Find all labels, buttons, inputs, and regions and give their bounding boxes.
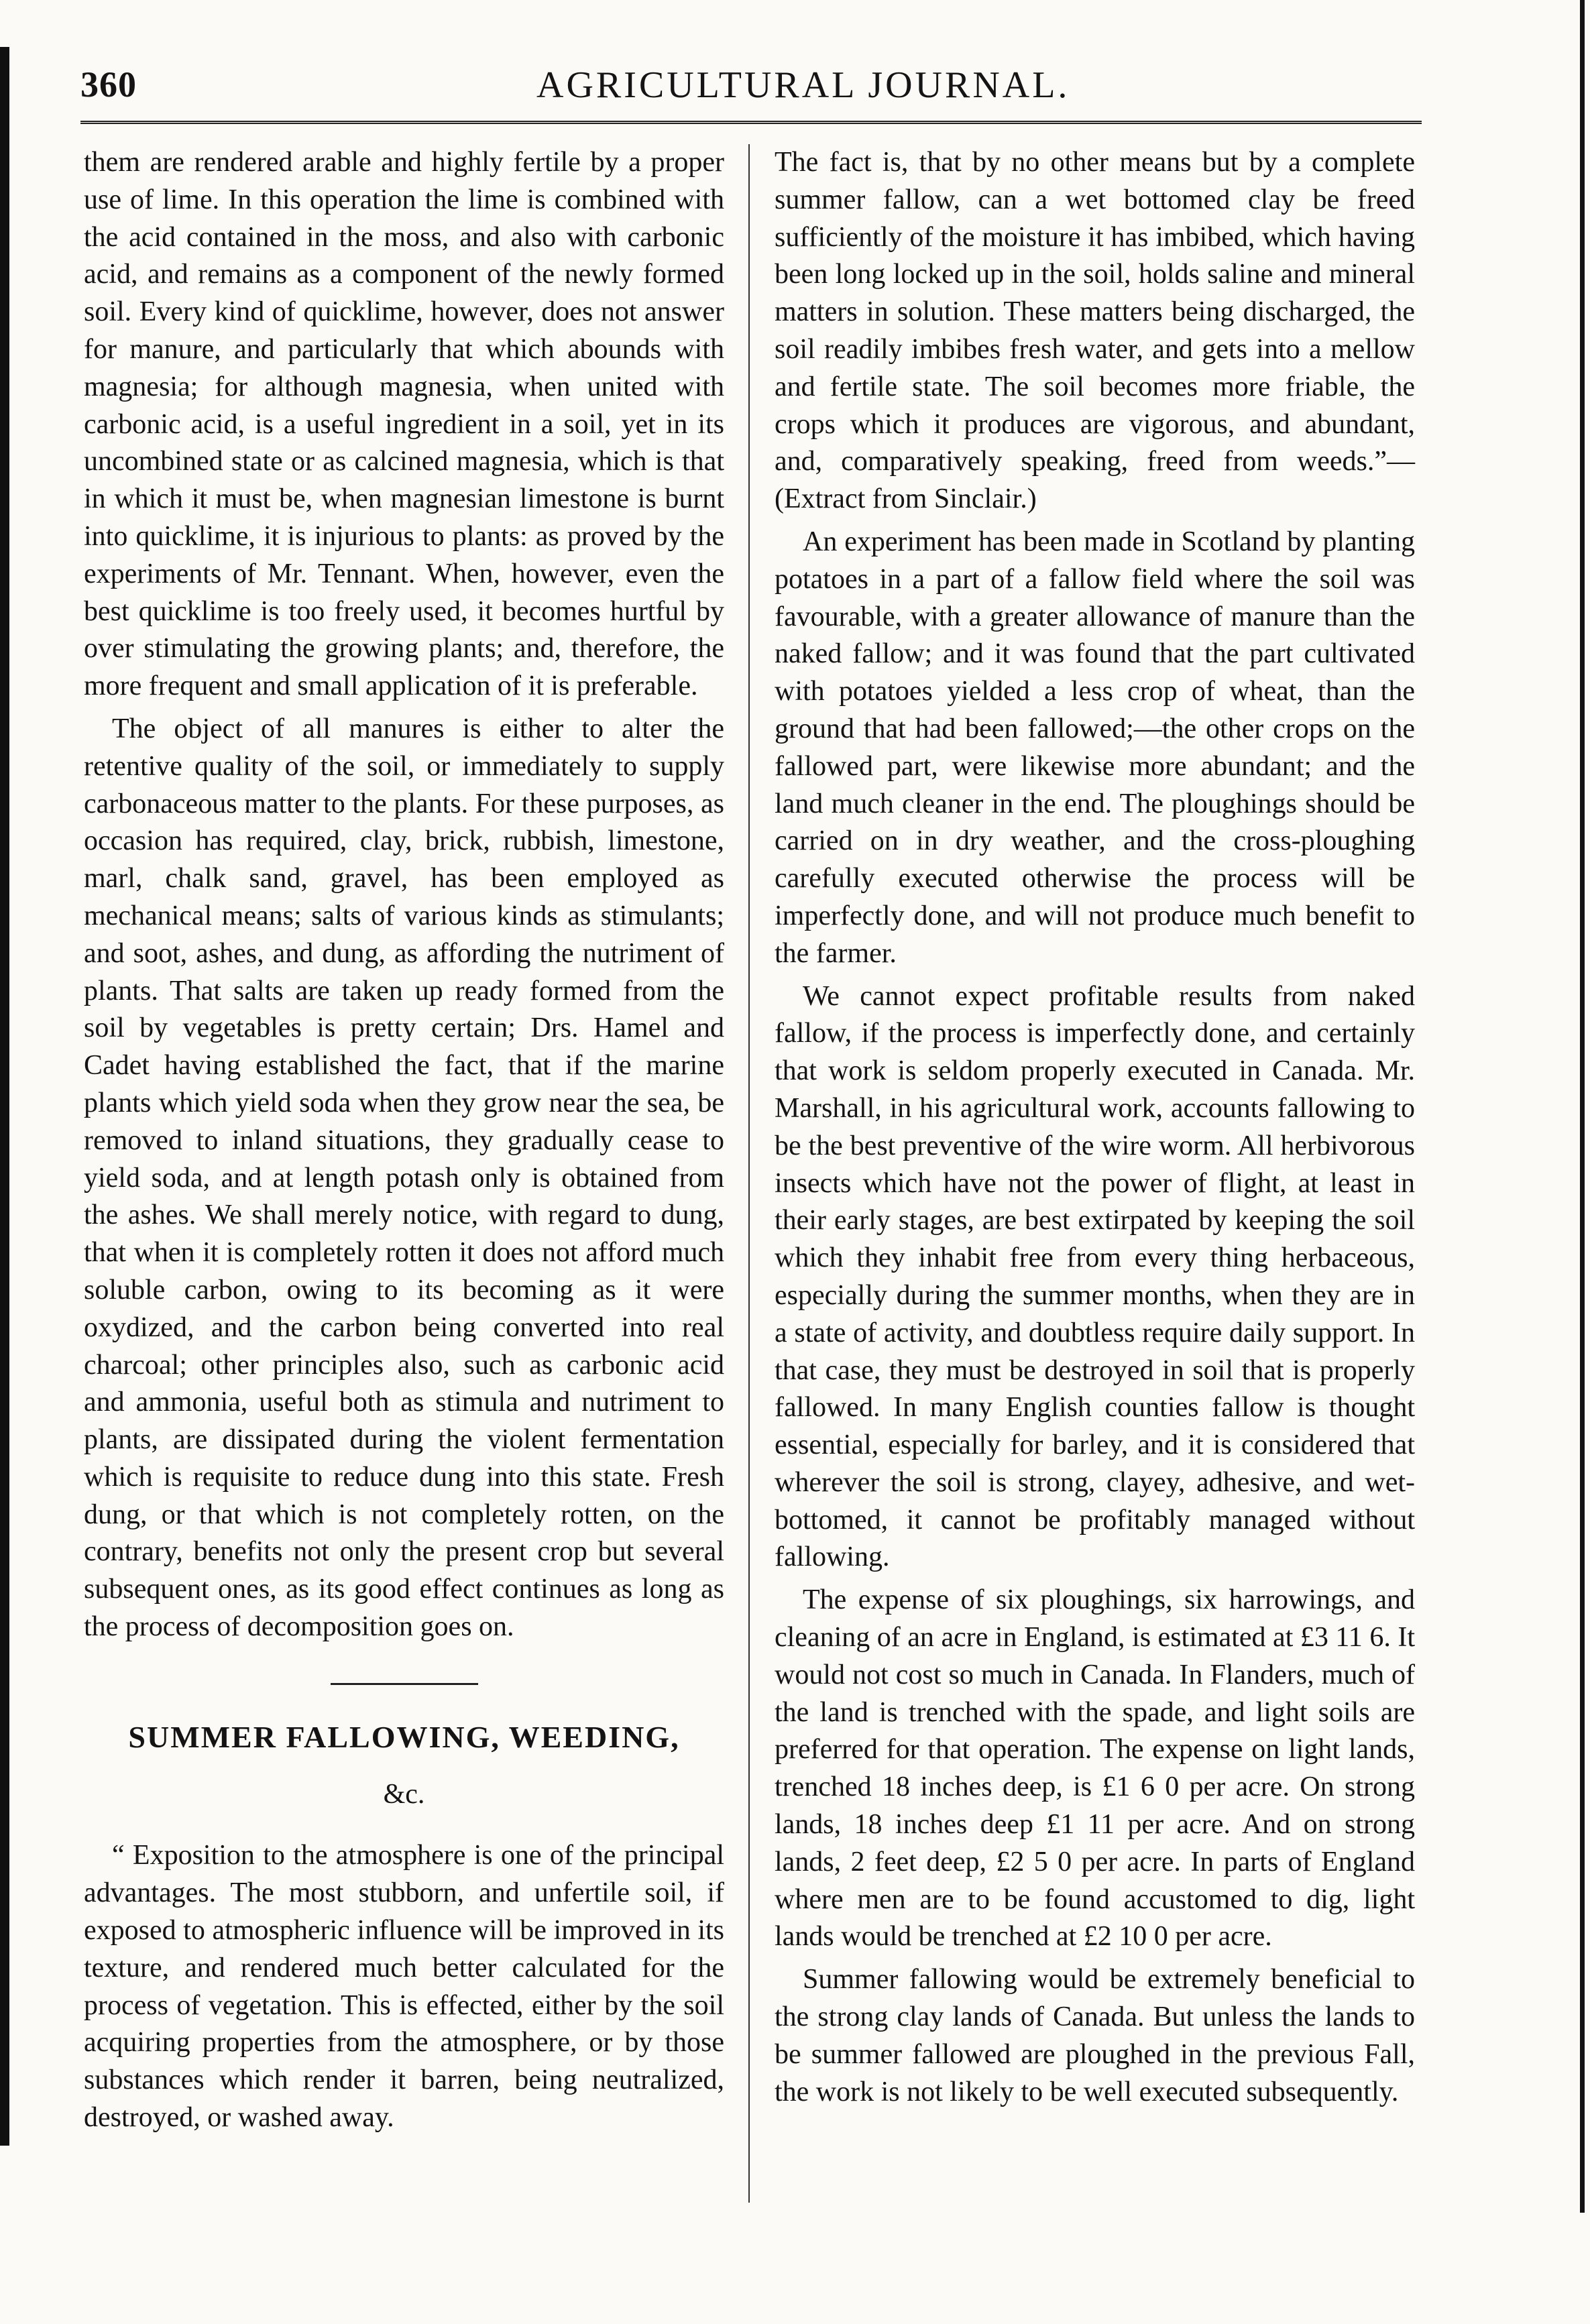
right-column [775,144,1415,2111]
running-title: AGRICULTURAL JOURNAL. [536,64,1070,106]
left-paragraph-2: The object of all manures is either to alter the retentive quality of the soil, or immediately to supply carbonaceous matter to the plants. For these purposes, as occasion has required, clay, brick, rubbish, limestone, marl, chalk sand, gravel, has been employed as mechanical means; salts of various kinds as stimulants; and soot, ashes, and dung, as affording the nutriment of plants. That salts are taken up ready formed from the soil by vegetables is pretty certain; Drs. Hamel and Cadet having established the fact, that if the marine plants which yield soda when they grow near the sea, be removed to inland situations, they gradually cease to yield soda, and at length potash only is obtained from the ashes. We shall merely notice, with regard to dung, that when it is completely rotten it does not afford much soluble carbon, owing to its becoming as it were oxydized, and the carbon being converted into real charcoal; other principles also, such as carbonic acid and ammonia, useful both as stimula and nutriment to plants, are dissipated during the violent fermentation which is requisite to reduce dung into this state. Fresh dung, or that which is not completely rotten, on the contrary, benefits not only the present crop but several subsequent ones, as its good effect continues as long as the process of decomposition goes on. [84,713,724,1643]
right-paragraph-1: The fact is, that by no other means but by a complete summer fallow, can a wet bottomed clay be freed sufficiently of the moisture it has imbibed, which having been long locked up in the soil, holds saline and mineral matters in solution. These matters being discharged, the soil readily imbibes fresh water, and gets into a mellow and fertile state. The soil becomes more friable, the crops which it produces are vigorous, and abundant, and, comparatively speaking, freed from weeds.”—(Extract from Sinclair.) [775,147,1415,515]
right-paragraph-2: An experiment has been made in Scotland by planting potatoes in a part of a fallow field where the soil was favourable, with a greater allowance of manure than the naked fallow; and it was found that the part cultivated with potatoes yielded a less crop of wheat, than the ground that had been fallowed;—the other crops on the fallowed part, were likewise more abundant; and the land much cleaner in the end. The ploughings should be carried on in dry weather, and the cross-ploughing carefully executed otherwise the process will be imperfectly done, and will not produce much benefit to the farmer. [775,526,1415,969]
header-rule [80,121,1422,124]
right-paragraph-3: We cannot expect profitable results from naked fallow, if the process is imperfectly done, and certainly that work is seldom properly executed in Canada. Mr. Marshall, in his agricultural work, accounts fallowing to be the best preventive of the wire worm. All herbivorous insects which have not the power of flight, at least in their early stages, are best extirpated by keeping the soil which they inhabit free from every thing herbaceous, especially during the summer months, when they are in a state of activity, and doubtless require daily support. In that case, they must be destroyed in soil that is properly fallowed. In many English counties fallow is thought essential, especially for barley, and it is considered that wherever the soil is strong, clayey, adhesive, and wet-bottomed, it cannot be profitably managed without fallowing. [775,980,1415,1573]
section-subheading: &c. [383,1778,425,1810]
section-heading: SUMMER FALLOWING, WEEDING, [128,1719,680,1754]
column-divider [748,144,750,2203]
page-edge-right [1580,0,1585,2213]
left-paragraph-1: them are rendered arable and highly fertile by a proper use of lime. In this operation the lime is combined with the acid contained in the moss, and also with carbonic acid, and remains as a component of the newly formed soil. Every kind of quicklime, however, does not answer for manure, and particularly that which abounds with magnesia; for although magnesia, when united with carbonic acid, is a useful ingredient in a soil, yet in its uncombined state or as calcined magnesia, which is that in which it must be, when magnesian limestone is burnt into quicklime, it is injurious to plants: as proved by the experiments of Mr. Tennant. When, however, even the best quicklime is too freely used, it becomes hurtful by over stimulating the growing plants; and, therefore, the more frequent and small application of it is preferable. [84,147,724,702]
left-column [84,144,724,2137]
right-paragraph-4: The expense of six ploughings, six harrowings, and cleaning of an acre in England, is estimated at £3 11 6. It would not cost so much in Canada. In Flanders, much of the land is trenched with the spade, and light soils are preferred for that operation. The expense on light lands, trenched 18 inches deep, is £1 6 0 per acre. On strong lands, 18 inches deep £1 11 per acre. And on strong lands, 2 feet deep, £2 5 0 per acre. In parts of England where men are to be found accustomed to dig, light lands would be trenched at £2 10 0 per acre. [775,1584,1415,1953]
section-divider [331,1683,478,1685]
page-header [80,64,1422,124]
right-paragraph-5: Summer fallowing would be extremely beneficial to the strong clay lands of Canada. But unless the lands to be summer fallowed are ploughed in the previous Fall, the work is not likely to be well executed subsequently. [775,1964,1415,2107]
left-paragraph-3: “ Exposition to the atmosphere is one of the principal advantages. The most stubborn, and unfertile soil, if exposed to atmospheric influence will be improved in its texture, and rendered much better calculated for the process of vegetation. This is effected, either by the soil acquiring properties from the atmosphere, or by those substances which render it barren, being neutralized, destroyed, or washed away. [84,1840,724,2134]
page-edge-left [0,47,9,2146]
page-number: 360 [80,64,137,105]
